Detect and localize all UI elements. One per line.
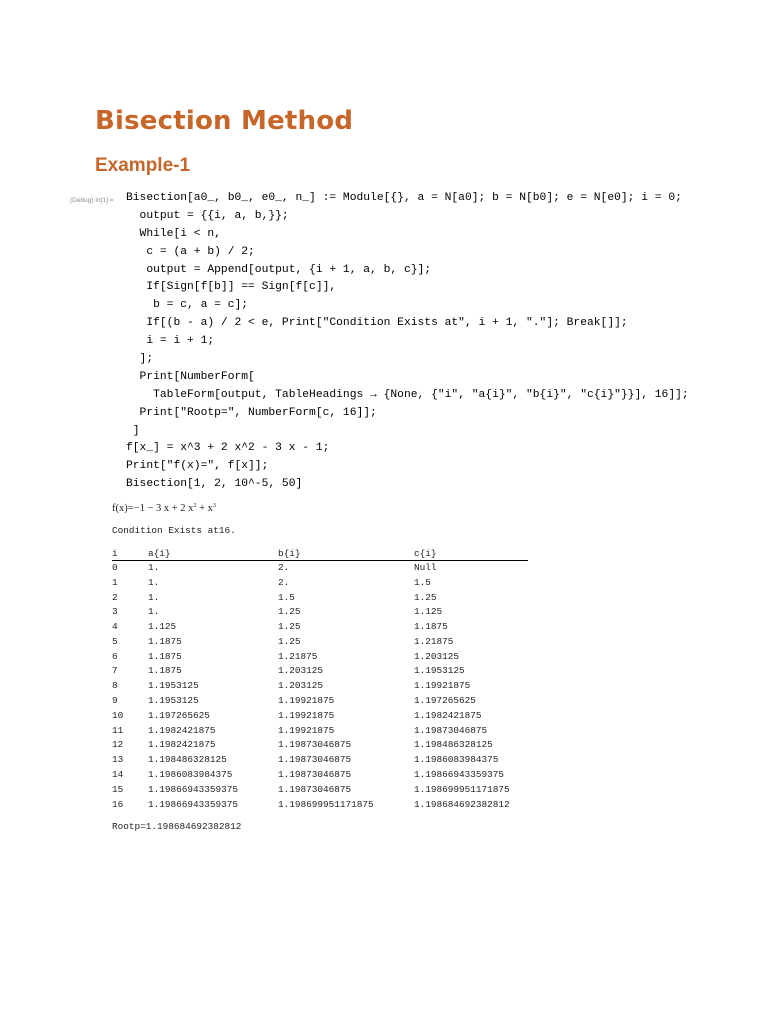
cell-i: 0 xyxy=(112,562,118,573)
code-line: Print["f(x)=", f[x]]; xyxy=(126,460,269,473)
cell-a: 1.1982421875 xyxy=(148,739,216,751)
code-line: ] xyxy=(126,424,140,437)
fx-plus: + x xyxy=(196,503,213,514)
code-line: i = i + 1; xyxy=(126,335,215,348)
cell-a: 1.198486328125 xyxy=(148,754,227,766)
code-line: TableForm[output, TableHeadings → {None, {"i", "a{i}", "b{i}", "c{i}"}}], 16]]; xyxy=(126,388,689,401)
cell-b: 1.19921875 xyxy=(278,724,335,736)
cell-a: 1.1953125 xyxy=(148,680,199,692)
cell-a: 1.1986083984375 xyxy=(148,768,233,780)
cell-i: 13 xyxy=(112,754,124,766)
header-a: a{i} xyxy=(148,547,278,561)
cell-c: 1.5 xyxy=(414,576,431,588)
cell-a: 1. xyxy=(148,591,160,603)
cell-i: 7 xyxy=(112,665,118,677)
cell-c: 1.198684692382812 xyxy=(414,798,510,810)
cell-a: 1.19866943359375 xyxy=(148,798,239,810)
cell-i: 5 xyxy=(112,635,118,647)
fx-label: f(x)= xyxy=(112,503,134,514)
cell-b: 1.19873046875 xyxy=(278,783,352,795)
cell-b: 1.5 xyxy=(278,591,295,603)
cell-b: 1.19873046875 xyxy=(278,739,352,751)
cell-i: 11 xyxy=(112,724,124,736)
code-line: c = (a + b) / 2; xyxy=(126,245,255,258)
table-row xyxy=(112,798,528,813)
cell-c: 1.19873046875 xyxy=(414,724,488,736)
table-row xyxy=(112,561,528,576)
condition-output: Condition Exists at16. xyxy=(112,525,236,536)
page-title: Bisection Method xyxy=(95,106,354,136)
example-subtitle: Example-1 xyxy=(95,155,191,176)
table-row xyxy=(112,753,528,768)
table-row xyxy=(112,650,528,665)
root-output: Rootp=1.198684692382812 xyxy=(112,821,242,832)
cell-a: 1.1875 xyxy=(148,665,182,677)
cell-i: 6 xyxy=(112,650,118,662)
cell-c: 1.1953125 xyxy=(414,665,465,677)
cell-b: 1.203125 xyxy=(278,680,324,692)
fx-output xyxy=(112,503,216,514)
cell-b: 2. xyxy=(278,562,290,573)
cell-a: 1.125 xyxy=(148,621,177,633)
table-row xyxy=(112,783,528,798)
header-i: i xyxy=(112,547,148,561)
cell-a: 1.1875 xyxy=(148,635,182,647)
cell-c: 1.1875 xyxy=(414,621,448,633)
code-line: Print[NumberForm[ xyxy=(126,370,255,383)
code-line: While[i < n, xyxy=(126,227,221,240)
cell-i: 15 xyxy=(112,783,124,795)
table-row xyxy=(112,605,528,620)
table-header-row xyxy=(112,547,528,561)
cell-i: 14 xyxy=(112,768,124,780)
cell-a: 1. xyxy=(148,576,160,588)
cell-c: 1.1982421875 xyxy=(414,709,482,721)
cell-b: 1.19873046875 xyxy=(278,754,352,766)
cell-a: 1. xyxy=(148,606,160,618)
code-line: If[(b - a) / 2 < e, Print["Condition Exists at", i + 1, "."]; Break[]]; xyxy=(126,317,628,330)
code-line: output = Append[output, {i + 1, a, b, c}]; xyxy=(126,263,432,276)
code-line: output = {{i, a, b,}}; xyxy=(126,209,289,222)
code-line: Print["Rootp=", NumberForm[c, 16]]; xyxy=(126,406,377,419)
cell-i: 12 xyxy=(112,739,124,751)
cell-b: 1.25 xyxy=(278,621,301,633)
cell-i: 2 xyxy=(112,591,118,603)
code-line: Bisection[a0_, b0_, e0_, n_] := Module[{}, a = N[a0]; b = N[b0]; e = N[e0]; i = 0; xyxy=(126,192,682,204)
header-c: c{i} xyxy=(414,547,528,561)
cell-b: 1.25 xyxy=(278,635,301,647)
cell-i: 10 xyxy=(112,709,124,721)
header-b: b{i} xyxy=(278,547,414,561)
cell-i: 9 xyxy=(112,695,118,707)
fx-exponent-2: 2 xyxy=(193,503,197,509)
cell-c: 1.19921875 xyxy=(414,680,471,692)
table-row xyxy=(112,620,528,635)
fx-exponent-3: 3 xyxy=(212,503,216,509)
table-row xyxy=(112,738,528,753)
table-row xyxy=(112,635,528,650)
cell-b: 1.19873046875 xyxy=(278,768,352,780)
bisection-results-table xyxy=(112,547,528,812)
table-row xyxy=(112,576,528,591)
input-cell-label: (Debug) In[1]:= xyxy=(70,197,114,204)
table-row xyxy=(112,694,528,709)
code-input-cell[interactable] xyxy=(126,190,689,494)
cell-i: 4 xyxy=(112,621,118,633)
cell-c: Null xyxy=(414,562,437,573)
cell-b: 1.203125 xyxy=(278,665,324,677)
cell-c: 1.125 xyxy=(414,606,443,618)
cell-c: 1.19866943359375 xyxy=(414,768,505,780)
table-row xyxy=(112,709,528,724)
table-row xyxy=(112,591,528,606)
cell-a: 1.1982421875 xyxy=(148,724,216,736)
table-row xyxy=(112,679,528,694)
cell-a: 1.19866943359375 xyxy=(148,783,239,795)
code-line: f[x_] = x^3 + 2 x^2 - 3 x - 1; xyxy=(126,442,330,455)
cell-b: 1.21875 xyxy=(278,650,318,662)
cell-c: 1.203125 xyxy=(414,650,460,662)
cell-c: 1.198486328125 xyxy=(414,739,493,751)
cell-b: 1.19921875 xyxy=(278,709,335,721)
cell-c: 1.25 xyxy=(414,591,437,603)
cell-i: 1 xyxy=(112,576,118,588)
cell-b: 2. xyxy=(278,576,290,588)
code-line: b = c, a = c]; xyxy=(126,299,249,312)
cell-a: 1.1875 xyxy=(148,650,182,662)
fx-terms: −1 − 3 x + 2 x xyxy=(133,503,194,514)
cell-c: 1.198699951171875 xyxy=(414,783,510,795)
table-row xyxy=(112,768,528,783)
code-line: ]; xyxy=(126,353,154,366)
cell-b: 1.19921875 xyxy=(278,695,335,707)
cell-c: 1.21875 xyxy=(414,635,454,647)
code-line: If[Sign[f[b]] == Sign[f[c]], xyxy=(126,281,337,294)
cell-i: 3 xyxy=(112,606,118,618)
cell-i: 8 xyxy=(112,680,118,692)
cell-c: 1.197265625 xyxy=(414,695,476,707)
cell-c: 1.1986083984375 xyxy=(414,754,499,766)
cell-b: 1.25 xyxy=(278,606,301,618)
code-line: Bisection[1, 2, 10^-5, 50] xyxy=(126,478,303,491)
cell-i: 16 xyxy=(112,798,124,810)
cell-a: 1.1953125 xyxy=(148,695,199,707)
cell-a: 1.197265625 xyxy=(148,709,210,721)
cell-a: 1. xyxy=(148,562,160,573)
table-row xyxy=(112,724,528,739)
table-row xyxy=(112,664,528,679)
cell-b: 1.198699951171875 xyxy=(278,798,374,810)
